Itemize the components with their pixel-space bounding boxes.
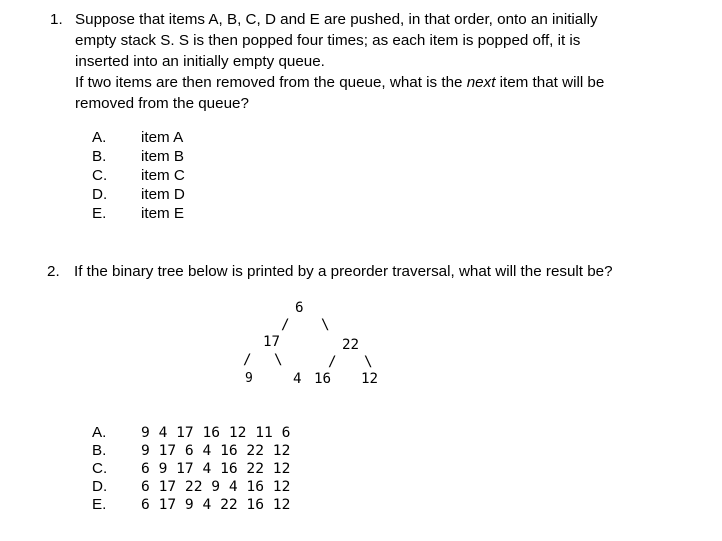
q1-option-c-letter: C. <box>92 167 108 184</box>
q1-option-a-text: item A <box>141 129 184 146</box>
q1-option-b-letter: B. <box>92 148 107 165</box>
tree-edge-root-right: \ <box>321 317 330 333</box>
tree-node-right: 22 <box>342 337 360 353</box>
q2-option-e-text: 6 17 9 4 22 16 12 <box>141 496 291 513</box>
question-2-text: If the binary tree below is printed by a preorder traversal, what will the result be? <box>74 263 613 280</box>
question-1-emphasis: next <box>466 74 496 91</box>
tree-node-right-right: 12 <box>361 371 379 387</box>
question-1-line-5: removed from the queue? <box>75 95 249 112</box>
q1-option-d-letter: D. <box>92 186 108 203</box>
q1-option-e-text: item E <box>141 205 185 222</box>
tree-node-left-left: 9 <box>245 371 253 386</box>
question-1-line-3: inserted into an initially empty queue. <box>75 53 325 70</box>
tree-node-right-left-a: 4 <box>293 371 302 387</box>
q2-option-b-text: 9 17 6 4 16 22 12 <box>141 442 291 459</box>
question-1-line-2: empty stack S. S is then popped four times; as each item is popped off, it is <box>75 32 581 49</box>
q2-option-b-letter: B. <box>92 442 107 459</box>
question-1-line-4-post: item that will be <box>495 74 605 91</box>
q2-option-e-letter: E. <box>92 496 107 513</box>
tree-node-root: 6 <box>295 300 304 316</box>
q2-option-a-text: 9 4 17 16 12 11 6 <box>141 424 291 441</box>
question-1-line-4-pre: If two items are then removed from the queue, what is the <box>75 74 467 91</box>
question-1-line-4 <box>75 72 604 93</box>
tree-edge-left-left: / <box>243 352 252 368</box>
q1-option-a-letter: A. <box>92 129 107 146</box>
tree-edge-right-left: / <box>328 354 337 370</box>
q2-option-c-text: 6 9 17 4 16 22 12 <box>141 460 291 477</box>
q2-option-a-letter: A. <box>92 424 107 441</box>
question-1-number: 1. <box>50 11 63 28</box>
question-2-number: 2. <box>47 263 60 280</box>
question-1-line-1: Suppose that items A, B, C, D and E are pushed, in that order, onto an initially <box>75 11 598 28</box>
tree-node-left: 17 <box>263 334 281 350</box>
q2-option-c-letter: C. <box>92 460 108 477</box>
tree-edge-right-right: \ <box>364 354 373 370</box>
q2-option-d-text: 6 17 22 9 4 16 12 <box>141 478 291 495</box>
q2-option-d-letter: D. <box>92 478 108 495</box>
tree-node-right-left-b: 16 <box>314 371 332 387</box>
q1-option-c-text: item C <box>141 167 185 184</box>
q1-option-e-letter: E. <box>92 205 107 222</box>
q1-option-b-text: item B <box>141 148 185 165</box>
q1-option-d-text: item D <box>141 186 185 203</box>
tree-edge-root-left: / <box>281 317 290 333</box>
tree-edge-left-right: \ <box>274 352 283 368</box>
